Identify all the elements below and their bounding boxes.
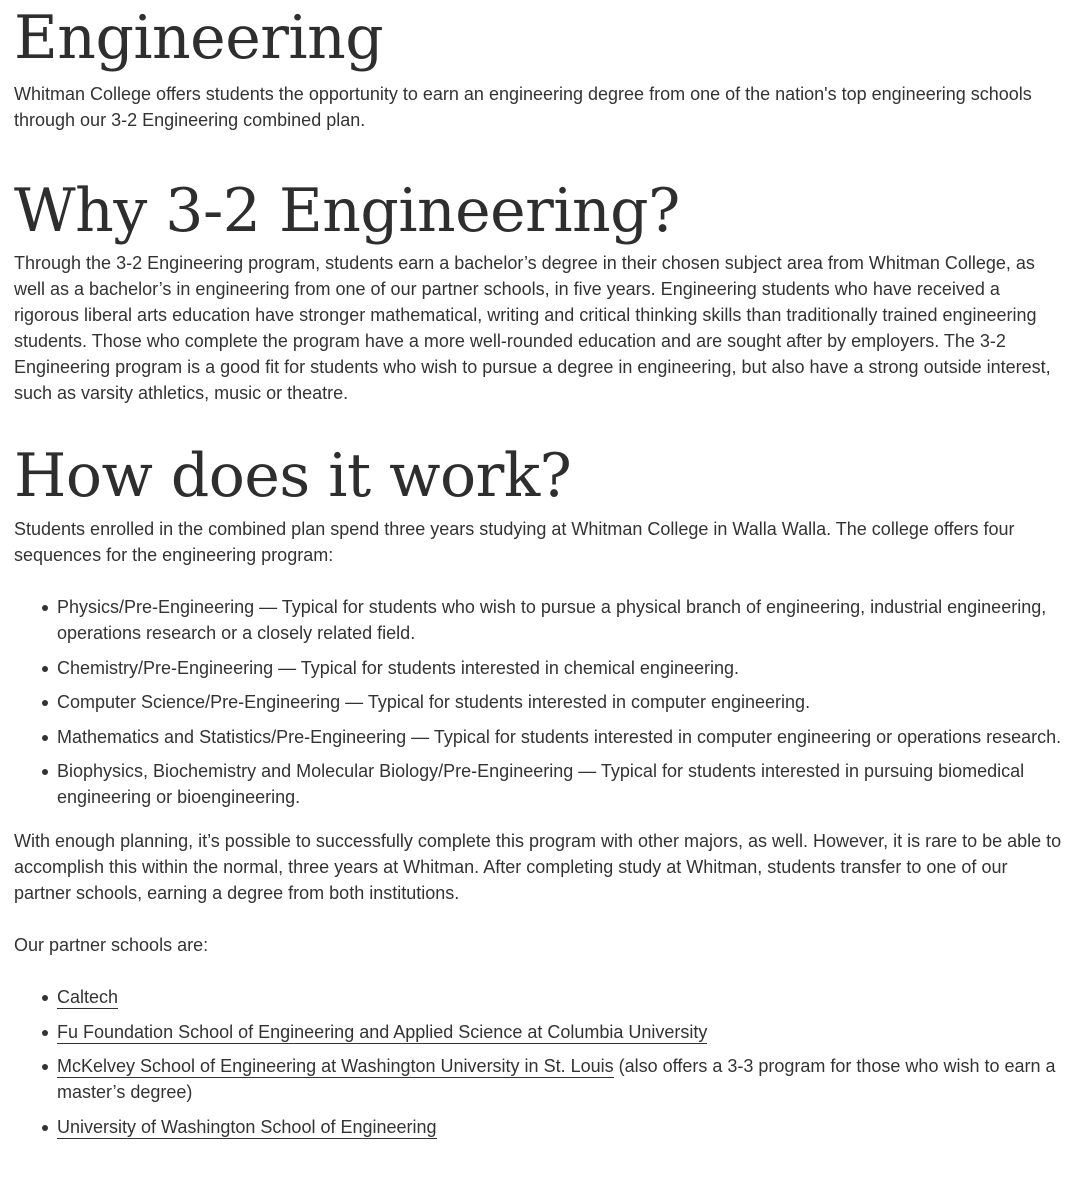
partner-item (57, 1019, 1066, 1045)
partner-item (57, 984, 1066, 1010)
partner-link-uw[interactable]: University of Washington School of Engineering (57, 1116, 437, 1137)
partner-link-columbia[interactable]: Fu Foundation School of Engineering and Applied Science at Columbia University (57, 1021, 708, 1042)
how-heading: How does it work? (14, 441, 572, 511)
page-title: Engineering (14, 3, 384, 73)
planning-paragraph: With enough planning, it’s possible to successfully complete this program with other majors, as well. However, it is rare to be able to accomplish this within the normal, three years at Whitman. After completing study at Whitman, students transfer to one of our partner schools, earning a degree from both institutions. (14, 831, 1062, 903)
partner-note: (also offers a 3-3 program for those who wish to earn a master’s degree) (57, 1056, 1056, 1102)
list-item: Chemistry/Pre-Engineering — Typical for students interested in chemical engineering. (57, 655, 1066, 681)
partners-intro: Our partner schools are: (14, 935, 209, 955)
why-heading: Why 3-2 Engineering? (14, 176, 680, 246)
partner-list (14, 984, 1066, 1140)
partner-link-caltech[interactable]: Caltech (57, 987, 119, 1007)
partner-item (57, 1053, 1066, 1105)
list-item: Physics/Pre-Engineering — Typical for students who wish to pursue a physical branch of engineering, industrial engineering, operations research or a closely related field. (57, 594, 1066, 646)
intro-paragraph: Whitman College offers students the opportunity to earn an engineering degree from one of the nation's top engineering schools through our 3-2 Engineering combined plan. (14, 84, 1032, 130)
list-item: Mathematics and Statistics/Pre-Engineering — Typical for students interested in computer engineering or operations research. (57, 724, 1066, 750)
why-paragraph: Through the 3-2 Engineering program, students earn a bachelor’s degree in their chosen subject area from Whitman College, as well as a bachelor’s in engineering from one of our partner schools, in five years. Engineering students who have received a rigorous liberal arts education have stronger mathematical, writing and critical thinking skills than traditionally trained engineering students. Those who complete the program have a more well-rounded education and are sought after by employers. The 3-2 Engineering program is a good fit for students who wish to pursue a degree in engineering, but also have a strong outside interest, such as varsity athletics, music or theatre. (14, 253, 1051, 403)
how-paragraph: Students enrolled in the combined plan spend three years studying at Whitman College in Walla Walla. The college offers four sequences for the engineering program: (14, 519, 1015, 565)
sequence-list (14, 594, 1066, 810)
list-item: Computer Science/Pre-Engineering — Typical for students interested in computer engineering. (57, 689, 1066, 715)
list-item: Biophysics, Biochemistry and Molecular Biology/Pre-Engineering — Typical for students interested in pursuing biomedical engineering or bioengineering. (57, 758, 1066, 810)
partner-item (57, 1114, 1066, 1140)
partner-link-washu[interactable]: McKelvey School of Engineering at Washington University in St. Louis (57, 1056, 614, 1076)
